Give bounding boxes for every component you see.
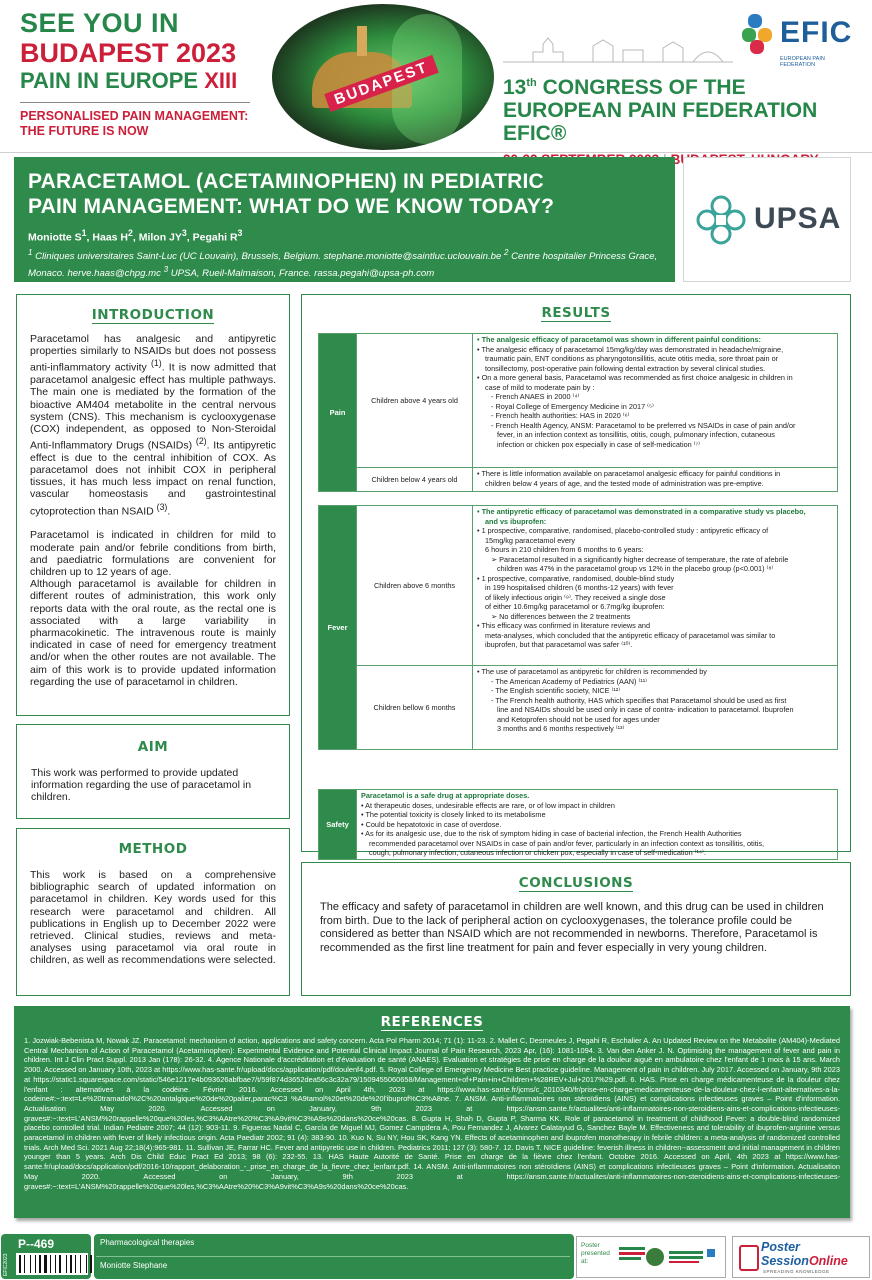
pso-line-1: Poster (761, 1240, 800, 1254)
result-line: children was 47% in the paracetamol group vs 12% in the placebo group (p<0.001) ⁽⁸⁾ (497, 564, 774, 573)
introduction-heading (30, 307, 276, 323)
safety-table (318, 789, 838, 860)
result-line: • The use of paracetamol as antipyretic for children is recommended by (477, 667, 707, 676)
fever-row1-label: Children above 6 months (357, 506, 473, 666)
presented-at-label: Poster presented at: (581, 1242, 610, 1265)
results-heading-text: RESULTS (541, 305, 611, 321)
result-line: - The French health authority, HAS which specifies that Paracetamol should be used as first (491, 695, 787, 705)
conclusions-section (301, 862, 851, 996)
author-sup: 3 (237, 228, 243, 238)
barcode-bar (90, 1255, 92, 1273)
result-line: and Ketoprofen should not be used for ages under (497, 714, 660, 724)
congress-number-sup: th (526, 77, 537, 89)
result-line: • The analgesic efficacy of paracetamol 15mg/kg/day was demonstrated in headache/migraine, (477, 344, 784, 354)
banner-personalised-2: THE FUTURE IS NOW (20, 124, 149, 138)
banner-pain-europe-text: PAIN IN EUROPE (20, 68, 199, 93)
barcode-bar (35, 1255, 36, 1273)
introduction-paragraph-1 (30, 333, 276, 517)
footer-divider (96, 1256, 570, 1257)
safety-category: Safety (319, 790, 357, 860)
congress-line-2: EUROPEAN PAIN FEDERATION EFIC® (503, 99, 818, 145)
safety-lines (361, 791, 833, 858)
mini-banner-thumbnail-icon (617, 1243, 721, 1273)
result-line: • At therapeutic doses, undesirable effects are rare, or of low impact in children (361, 800, 615, 810)
authors-line: Moniotte $S^1$, Haas $H^2$, Milon $JY^3$, Pegahi $R^3$ (28, 228, 243, 244)
budapest-illustration (272, 4, 494, 150)
result-line: 15mg/kg paracetamol every (485, 535, 576, 545)
poster-title-block (14, 157, 675, 282)
banner-rule (20, 102, 250, 103)
fever-row1-detail (473, 506, 838, 666)
result-line: ➢ No differences between the 2 treatments (491, 611, 631, 621)
result-line: Paracetamol is a safe drug at appropriate doses. (361, 791, 530, 800)
result-line: case of mild to moderate pain by : (485, 382, 595, 392)
affiliations (28, 246, 661, 280)
result-line: • 1 prospective, comparative, randomised, placebo-controlled study : antipyretic efficacy of (477, 526, 769, 535)
barcode-bar (30, 1255, 31, 1273)
result-line: - The American Academy of Pediatrics (AAN) ⁽¹¹⁾ (491, 676, 647, 686)
efic-mark-icon (742, 14, 776, 54)
results-section (301, 294, 851, 857)
banner-see-you: SEE YOU IN (20, 8, 180, 38)
intro-text: . It is now admitted that paracetamol analgesic effect has multiple pathways. The main one is mediated by the formation of the bioactive AM404 metabolite in the central nervous system (CNS). This mechanism is cyclooxygenase (COX) independent, as opposed to Non-Steroidal Anti-Inflammatory Drugs (NSAIDs) (30, 361, 276, 452)
references-heading (24, 1014, 840, 1030)
intro-text: . Its antipyretic effect is due to the central inhibition of COX. As paracetamol does not inhibit COX in peripheral tissues, it has much less impact on renal function, vascular homeostasis and gastrointestinal cytoprotection than NSAID (30, 439, 276, 518)
references-section (14, 1006, 850, 1218)
introduction-paragraph-2: Paracetamol is indicated in children for mild to moderate pain and/or febrile conditions from birth, and paediatric formulations are convenient for children up to 12 years of age. (30, 529, 276, 578)
author-sup: 1 (81, 228, 87, 238)
fever-row2-detail (473, 666, 838, 750)
congress-number: 13 (503, 76, 527, 99)
affiliation-2: Centre hospitalier Princess Grace, Monaco. herve.haas@chpg.mc (28, 250, 658, 279)
result-line: of likely infectious origin ⁽⁹⁾. They received a single dose (485, 592, 666, 602)
result-line: • The antipyretic efficacy of paracetamol was demonstrated in a comparative study vs placebo, (477, 507, 806, 516)
pain-row2-label: Children below 4 years old (357, 468, 473, 492)
result-line: • The analgesic efficacy of paracetamol was shown in different painful conditions: (477, 335, 761, 344)
affil-sup: 3 (163, 264, 169, 274)
presented-at-panel (576, 1236, 726, 1278)
poster-title (28, 169, 661, 219)
pain-row1-lines (477, 335, 833, 449)
result-line: meta-analyses, which concluded that the antipyretic efficacy of paracetamol was similar to (485, 630, 776, 640)
poster-board-icon (739, 1245, 759, 1271)
title-line-1: PARACETAMOL (ACETAMINOPHEN) IN PEDIATRIC (28, 170, 544, 193)
result-line: tonsillectomy, post-operative pain following dental extraction by several clinical studies. (485, 363, 766, 373)
fever-row1-lines (477, 507, 833, 650)
barcode-bar (66, 1255, 67, 1273)
citation: (1) (150, 358, 162, 369)
table-row (319, 334, 838, 468)
pain-table (318, 333, 838, 492)
affiliation-3: UPSA, Rueil-Malmaison, France. rassa.pegahi@upsa-ph.com (168, 267, 435, 279)
fever-category: Fever (319, 506, 357, 750)
result-line: infection or chicken pox especially in case of self-medication ⁽⁷⁾ (497, 439, 700, 449)
aim-body: This work was performed to provide updated information regarding the use of paracetamol in children. (31, 767, 252, 804)
table-row (319, 506, 838, 666)
aim-section (16, 724, 290, 819)
congress-info (503, 72, 853, 169)
pso-line-2 (761, 1254, 848, 1268)
banner-pain-europe-num: XIII (204, 68, 238, 93)
result-line: ibuprofen, but that paracetamol was safer ⁽¹⁰⁾. (485, 640, 633, 649)
title-line-2: PAIN MANAGEMENT: WHAT DO WE KNOW TODAY? (28, 195, 555, 218)
barcode-bar (44, 1255, 47, 1273)
fever-table (318, 505, 838, 750)
result-line: 3 months and 6 months respectively ⁽¹³⁾ (497, 724, 625, 733)
vertical-event-code: EFIC2023 (3, 1253, 9, 1276)
upsa-clover-icon (694, 193, 748, 247)
affil-sup: 1 (28, 247, 33, 257)
upsa-logo-box (683, 157, 851, 282)
result-line: cough, pulmonary infection, cutaneous infection or chicken pox, especially in case of self-medication ⁽¹⁴⁾. (369, 848, 706, 857)
author-name: Moniotte S (28, 231, 82, 244)
result-line: • This efficacy was confirmed in literature reviews and (477, 621, 651, 630)
conclusions-heading-text: CONCLUSIONS (518, 875, 634, 891)
author-name: Milon JY (138, 231, 182, 244)
congress-line-1-rest: CONGRESS OF THE (536, 76, 746, 99)
pain-row1-detail (473, 334, 838, 468)
pain-row1-label: Children above 4 years old (357, 334, 473, 468)
introduction-paragraph-3: Although paracetamol is available for children in different routes of administration, this work only reports data with the oral route, as the rectal one is associated with a large variability in pharmacokinetic. The intravenous route is mainly indicated in case of need for emergency treatment and/or when the other routes are not available. The aim of this work is to provide updated information regarding the use of paracetamol in children. (30, 578, 276, 688)
result-line: 6 hours in 210 children from 6 months to 6 years: (485, 545, 644, 554)
banner-budapest: BUDAPEST 2023 (20, 38, 237, 68)
congress-banner (0, 0, 872, 152)
barcode-icon (16, 1253, 88, 1275)
affil-sup: 2 (504, 247, 509, 257)
barcode-bar (39, 1255, 41, 1273)
citation: (2) (195, 436, 207, 447)
result-line: • As for its analgesic use, due to the risk of symptom hiding in case of bacterial infection, the French Health Authorities (361, 829, 742, 838)
upsa-logo-text: UPSA (754, 202, 842, 235)
result-line: traumatic pain, ENT conditions as pharyngotonsillitis, acute otitis media, sore throat pain or (485, 354, 779, 363)
fever-row2-label: Children bellow 6 months (357, 666, 473, 750)
parliament-spire-shape (357, 26, 367, 56)
result-line: - Royal College of Emergency Medicine in 2017 ⁽⁵⁾ (491, 401, 654, 411)
result-line: in 199 hospitalised children (6 months-12 years) with fever (485, 583, 674, 592)
result-line: • The potential toxicity is closely linked to its metabolisme (361, 810, 546, 819)
banner-pain-in-europe (20, 68, 280, 94)
poster-number: P--469 (18, 1237, 55, 1251)
efic-logo (742, 10, 852, 70)
result-line: • There is little information available on paracetamol analgesic efficacy for painful conditions in (477, 469, 781, 478)
efic-name: EFIC (780, 16, 853, 49)
result-line: recommended paracetamol over NSAIDs in case of pain and/or fever, particularly in an infection context as tonsillitis, otitis, (369, 838, 765, 848)
barcode-bar (59, 1255, 61, 1273)
barcode-bar (24, 1255, 25, 1273)
intro-text: Paracetamol has analgesic and antipyretic properties similarly to NSAIDs but does not possess anti-inflammatory activity (30, 333, 276, 374)
barcode-bar (75, 1255, 76, 1273)
table-row (319, 468, 838, 492)
pain-category: Pain (319, 334, 357, 492)
aim-heading: AIM (137, 739, 169, 755)
references-heading-text: REFERENCES (380, 1014, 484, 1030)
pain-row2-lines (477, 469, 833, 488)
barcode-bar (80, 1255, 81, 1273)
result-line: • 1 prospective, comparative, randomised, double-blind study (477, 573, 675, 583)
result-line: • On a more general basis, Paracetamol was recommended as first choice analgesic in children in (477, 373, 793, 382)
barcode-bar (50, 1255, 51, 1273)
result-line: fever, in an infection context as tonsillitis, otitis, cough, pulmonary infection, cutaneous (497, 430, 775, 439)
congress-line-1 (503, 72, 853, 99)
intro-text: . (167, 505, 171, 518)
method-body: This work is based on a comprehensive bibliographic search of updated information on paracetamol in children. Key words used for this research were paracetamol and children. All publications in English up to December 2022 were retrieved. Clinical studies, reviews and meta-analyses using paracetamol via oral route in children, as well as recommendations were selected. (30, 869, 276, 967)
skyline-icon (503, 34, 733, 64)
affiliation-1: Cliniques universitaires Saint-Luc (UC Louvain), Brussels, Belgium. stephane.moniotte@saintluc.uclouvain.be (32, 250, 504, 262)
author-name: Haas H (92, 231, 128, 244)
result-line: and vs ibuprofen: (485, 516, 547, 526)
references-list: 1. Jozwiak-Bebenista M, Nowak JZ. Paracetamol: mechanism of action, applications and safety concern. Acta Pol Pharm 2014; 71 (1): 11-23. 2. Mallet C, Desmeules J, Pegahi R, Eschalier A. An Updated Review on the Metabolite (AM404)-Mediated Central Mechanism of Action of Paracetamol (Acetaminophen): Experimental Evidence and Potential Clinical Impact Journal of Pain Research, 2023 Apr, (16): 1081-1094. 3. Van den Anker J. N. Optimising the management of fever and pain in children. Int J Clin Pract Suppl. 2013 Jan (178): 26-32. 4. Agence Nationale d'accréditation et d'évaluation de santé (ANAES). Evaluation et stratégies de prise en charge de la douleur aiguë en ambulatoire chez l'enfant de 1 mois à 15 ans. March 2000. Accessed on January 10th, 2023 at https://www.has-sante.fr/upload/docs/application/pdf/doulenf4.pdf. 5. Royal College of Emergency Medicine Best practice guideline. Management of pain in children. July 2017. Accessed on January, 9th 2023 at https://static1.squarespace.com/static/546e1217e4b093626abfbae7/t/59f874d3652dea56c3c32a79/1509455060658/Management+of+Pain+in+Children+%28REV+Jul+2017%29.pdf. 6. HAS. Prise en charge médicamenteuse de la douleur chez l'enfant : alternatives à la codéine. Février 2016. Accessed on April 4th, 2023 at https://www.has-sante.fr/jcms/c_2010340/fr/prise-en-charge-medicamenteuse-de-la-douleur-chez-l-enfant-alternatives-a-la-codeine#:~:text=Le%20tramadol%2C%20antalgique%20de%20palier,parac%C3 %A9tamol%20et%20de%20l'ibuprof%C3%A8ne. 7. ANSM. Anti-inflammatoires non stéroïdiens (AINS) et complications infectieuses graves – Point d'information. Actualisation May 2020. Accessed on January, 9th 2023 at https://ansm.sante.fr/actualites/anti-inflammatoires-non-steroidiens-ains-et-complications-infectieuses-graves#:~:text=L'ANSM%20rappelle%20que%20les,%C3%AAtre%20%C3%A9vit%C3%A9s%20dans%20ce%20cas. 8. Gupta H, Shah D, Gupta P, Sharma KK. Role of paracetamol in treatment of childhood Fever: a double-blind randomized placebo controlled trial. Indian Pediatre 2007; 44 (12): 903-11. 9. Figueras Nadal C, García de Miguel MJ, Gomez Campdera A, Pou Fernandez J, Alvarez Calatayud G, Sanchez Bayle M. Effectiveness and tolerability of ibuprofen-arginine versus paracetamol in children with fever of likely infectious origin. Acta Paediatr 2002; 91 (4): 383-90. 10. Kuo N, Su NY, Hou SK, Kang YN. Effects of acetaminophen and ibuprofen monotherapy in febrile children: a meta-analysis of randomized controlled trials. Arch Med Sci. 2021 Aug 22;18(4):965-981. 11. Sullivan JE, Farrar HC. Fever and antipyretic use in children. Pediatrics 2011; 127 (3): 580-7. 12. Davis T. NICE guideline: feverish illness in children--assessment and initial management in children younger than 5 years. Arch Dis Child Educ Pract Ed 2013; 98 (6): 232-55. 13. HAS Haute Autorité de Santé. Prise en charge de la fièvre chez l'enfant. Octobre 2016. Accessed on April, 4th 2023 at https://www.has-sante.fr/upload/docs/application/pdf/2016-10/rapport_delaboration_-_prise_en_charge_de_la_fievre_chez_lenfant.pdf. 14. ANSM. Anti-inflammatoires non stéroïdiens (AINS) et complications infectieuses graves – Point d'information. Actualisation May 2020. Accessed on January, 9th 2023 at https://ansm.sante.fr/actualites/anti-inflammatoires-non-steroidiens-ains-et-complications-infectieuses-graves#:~:text=L'ANSM%20rappelle%20que%20les,%C3%AAtre%20%C3%A9vit%C3%A9s%20dans%20ce%20cas. (24, 1036, 840, 1191)
budapest-tag: BUDAPEST (324, 55, 438, 112)
fever-row2-lines (477, 667, 833, 734)
conclusions-body: The efficacy and safety of paracetamol in children are well known, and this drug can be used in children from birth. Due to the lack of peripheral action on cyclooxygenases, the tolerance profile could be considered as better than NSAID which are not recommended in newborns. Therefore, Paracetamol is recommended as the first line treatment for pain and fever especially in very young children. (320, 901, 824, 954)
introduction-heading-text: INTRODUCTION (91, 307, 215, 323)
pso-tagline: SPREADING KNOWLEDGE (763, 1269, 830, 1274)
safety-detail (357, 790, 838, 860)
author-sup: 2 (128, 228, 133, 238)
barcode-bar (70, 1255, 72, 1273)
efic-subtitle: EUROPEAN PAIN FEDERATION (780, 56, 825, 68)
table-row (319, 666, 838, 750)
poster-session-online-logo (732, 1236, 870, 1278)
barcode-bar (86, 1255, 87, 1273)
method-heading: METHOD (118, 841, 188, 857)
result-line: - French health authorities: HAS in 2020 ⁽⁶⁾ (491, 411, 630, 420)
result-line: - The English scientific society, NICE ⁽¹²⁾ (491, 686, 621, 695)
result-line: of either 10.6mg/kg paracetamol or 6.7mg/kg ibuprofen: (485, 602, 665, 611)
introduction-body (30, 333, 276, 688)
table-row (319, 790, 838, 860)
result-line: • Could be hepatotoxic in case of overdose. (361, 819, 502, 829)
poster-topic: Pharmacological therapies (100, 1238, 195, 1247)
pso-online: Online (808, 1254, 848, 1268)
conclusions-heading (320, 875, 832, 891)
author-name: Pegahi R (192, 231, 238, 244)
result-line: ➢ Paracetamol resulted in a significantly higher decrease of temperature, the rate of afebrile (491, 554, 789, 564)
result-line: - French Health Agency, ANSM: Paracetamol to be preferred vs NSAIDs in case of pain and/or (491, 420, 796, 430)
pso-session: Session (761, 1254, 809, 1268)
pain-row2-detail (473, 468, 838, 492)
banner-divider (0, 152, 872, 153)
citation: (3) (156, 501, 168, 512)
result-line: children below 4 years of age, and the tested mode of administration was pre-emptive. (485, 478, 764, 488)
banner-personalised-1: PERSONALISED PAIN MANAGEMENT: (20, 109, 249, 123)
result-line: line and NSAIDs should be used only in case of contra- indication to paracetamol. Ibuprofen (497, 705, 794, 714)
results-heading (302, 305, 850, 321)
barcode-bar (19, 1255, 21, 1273)
result-line: - French ANAES in 2000 ⁽⁴⁾ (491, 392, 580, 401)
banner-left (20, 8, 280, 139)
poster-author: Moniotte Stephane (100, 1261, 168, 1270)
introduction-section (16, 294, 290, 716)
method-section (16, 828, 290, 996)
barcode-bar (55, 1255, 56, 1273)
author-sup: 3 (181, 228, 187, 238)
